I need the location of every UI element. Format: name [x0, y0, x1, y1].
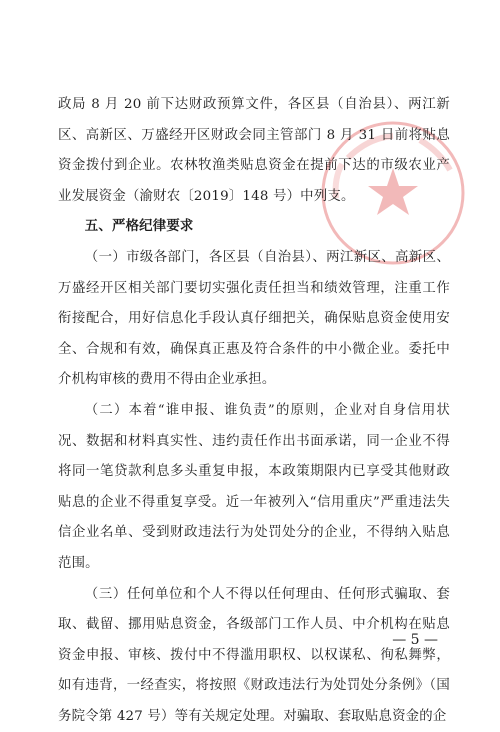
paragraph-item-3: （三）任何单位和个人不得以任何理由、任何形式骗取、套取、截留、挪用贴息资金，各级部门工作人员、中介机构在贴息资金申报、审核、拨付中不得滥用职权、以权谋私、徇私舞弊，如有违背，一经查实，将按照《财政违法行为处罚处分条例》（国务院令第 427 号）等有关规定处理。对骗取、套取贴息资金的企 [58, 580, 450, 732]
paragraph-continued: 政局 8 月 20 前下达财政预算文件，各区县（自治县）、两江新区、高新区、万盛经开区财政会同主管部门 8 月 31 日前将贴息资金拨付到企业。农林牧渔类贴息资金在提前下达的市级农业产业发展资金（渝财农〔2019〕148 号）中列支。 [58, 90, 450, 212]
document-body [58, 90, 450, 732]
paragraph-item-2: （二）本着“谁申报、谁负责”的原则，企业对自身信用状况、数据和材料真实性、违约责任作出书面承诺，同一企业不得将同一笔贷款利息多头重复申报，本政策期限内已享受其他财政贴息的企业不得重复享受。近一年被列入“信用重庆”严重违法失信企业名单、受到财政违法行为处罚处分的企业，不得纳入贴息范围。 [58, 396, 450, 580]
section-heading: 五、严格纪律要求 [58, 212, 450, 243]
page-number: — 5 — [392, 632, 438, 648]
paragraph-item-1: （一）市级各部门，各区县（自治县）、两江新区、高新区、万盛经开区相关部门要切实强化责任担当和绩效管理，注重工作衔接配合，用好信息化手段认真仔细把关，确保贴息资金使用安全、合规和有效，确保真正惠及符合条件的中小微企业。委托中介机构审核的费用不得由企业承担。 [58, 243, 450, 396]
